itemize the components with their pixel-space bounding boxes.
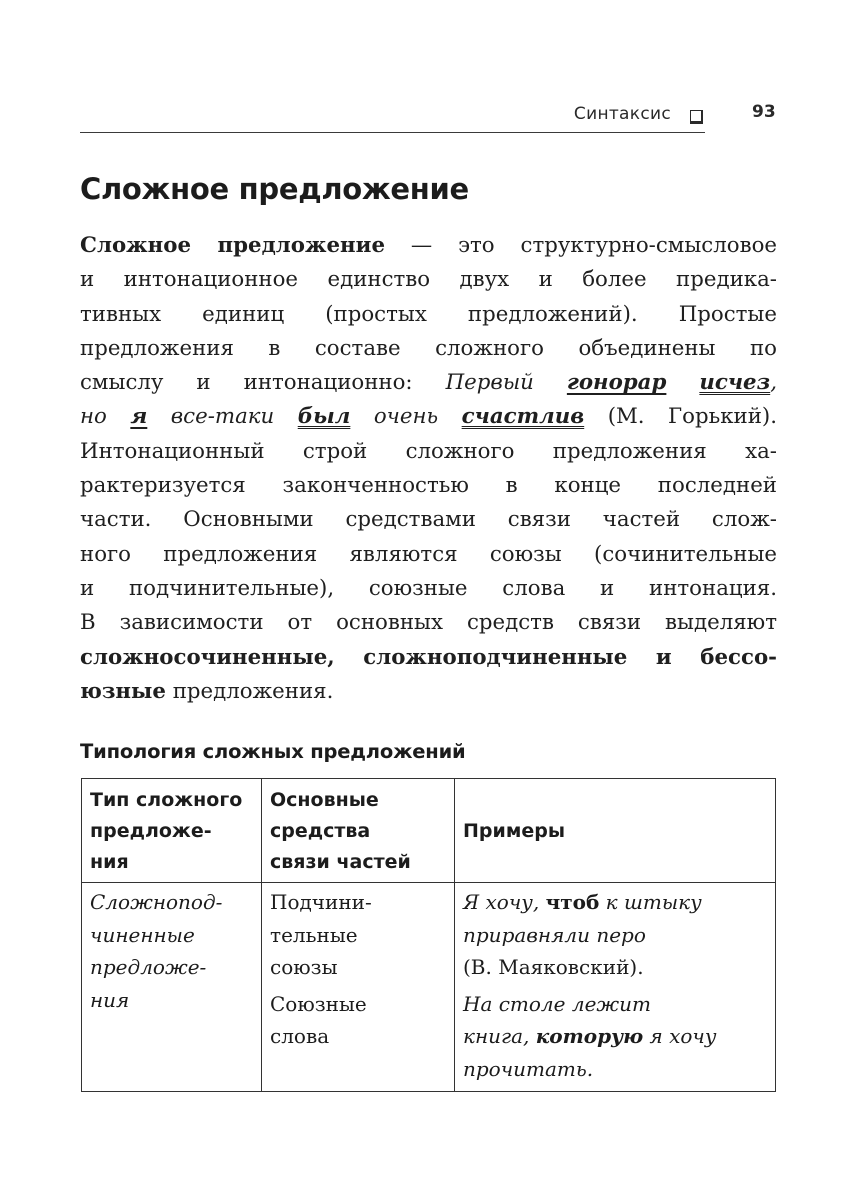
page-title: Сложное предложение <box>80 172 469 206</box>
table-row <box>82 883 776 1092</box>
table-caption: Типология сложных предложений <box>80 740 466 763</box>
header-line: предложе- <box>90 820 212 842</box>
cell-line: Подчини- <box>270 890 372 914</box>
cell-means <box>262 883 455 1092</box>
running-header <box>80 100 705 133</box>
cell-line <box>463 886 767 919</box>
text-fragment: смыслу и интонационно: <box>80 370 446 396</box>
example-fragment: я хочу <box>643 1024 717 1048</box>
typology-table <box>81 778 776 1092</box>
text-fragment: — это структурно-смысловое <box>385 233 777 258</box>
example-fragment: Первый <box>445 370 567 396</box>
header-line: ния <box>90 851 129 873</box>
cell-line: приравняли перо <box>463 922 646 947</box>
text-line: и интонационное единство двух и более предика- <box>80 267 777 293</box>
cell-line: слова <box>270 1024 330 1048</box>
term-bold: юзные <box>80 678 166 704</box>
cell-line: Союзные <box>270 991 367 1016</box>
predicate-word: счастлив <box>461 404 585 430</box>
cell-line: ния <box>90 987 130 1012</box>
header-line: Тип сложного <box>90 789 243 811</box>
example-fragment: книга, <box>463 1024 536 1048</box>
example-fragment: , <box>770 370 777 396</box>
page-number: 93 <box>752 102 776 122</box>
conjunctive-word-bold: которую <box>535 1024 644 1048</box>
cell-line: предложе- <box>90 955 207 979</box>
predicate-word: был <box>297 404 351 430</box>
header-means <box>262 779 455 883</box>
header-line: связи частей <box>270 851 411 873</box>
table-header-row <box>82 779 776 883</box>
text-line: сложносочиненные, сложноподчиненные и бессо- <box>80 644 777 670</box>
text-line: В зависимости от основных средств связи выделяют <box>80 610 777 636</box>
square-bullet-icon <box>690 110 703 124</box>
cell-line: чиненные <box>90 922 195 947</box>
header-type <box>82 779 262 883</box>
cell-line: союзы <box>270 955 338 979</box>
example-author: (М. Горький). <box>584 404 777 430</box>
example-fragment: все-таки <box>147 404 298 430</box>
header-line: Основные <box>270 789 379 811</box>
term-bold: Сложное предложение <box>80 233 385 258</box>
text-line: предложения в составе сложного объединены по <box>80 335 777 361</box>
header-line: средства <box>270 820 371 842</box>
text-line <box>80 675 777 709</box>
text-line: Интонационный строй сложного предложения ха- <box>80 438 777 464</box>
section-name: Синтаксис <box>573 104 671 124</box>
subject-word: гонорар <box>566 370 667 396</box>
cell-line: Сложнопод- <box>90 890 223 914</box>
example-fragment: к штыку <box>599 890 702 914</box>
cell-type <box>82 883 262 1092</box>
predicate-word: исчез <box>699 370 771 396</box>
conjunction-bold: чтоб <box>545 890 600 914</box>
cell-line: На столе лежит <box>463 991 652 1016</box>
text-line <box>80 229 777 263</box>
cell-line: тельные <box>270 922 358 947</box>
definition-paragraph <box>80 229 777 709</box>
example-fragment: Я хочу, <box>463 890 546 914</box>
subject-word: я <box>130 404 148 430</box>
header-examples: Примеры <box>455 779 776 883</box>
example-author: (В. Маяковский). <box>463 955 644 979</box>
example-fragment: очень <box>350 404 462 430</box>
example-fragment: но <box>80 404 131 430</box>
text-line: тивных единиц (простых предложений). Простые <box>80 301 777 327</box>
cell-examples <box>455 883 776 1092</box>
cell-line: прочитать. <box>463 1056 594 1081</box>
text-line <box>80 366 777 400</box>
text-line: части. Основными средствами связи частей слож- <box>80 507 777 533</box>
text-line: ного предложения являются союзы (сочинительные <box>80 541 777 567</box>
text-fragment: предложения. <box>165 678 334 704</box>
text-line: рактеризуется законченностью в конце последней <box>80 473 777 499</box>
text-line <box>80 400 777 434</box>
cell-line <box>463 1020 767 1053</box>
text-line: и подчинительные), союзные слова и интонация. <box>80 575 777 601</box>
